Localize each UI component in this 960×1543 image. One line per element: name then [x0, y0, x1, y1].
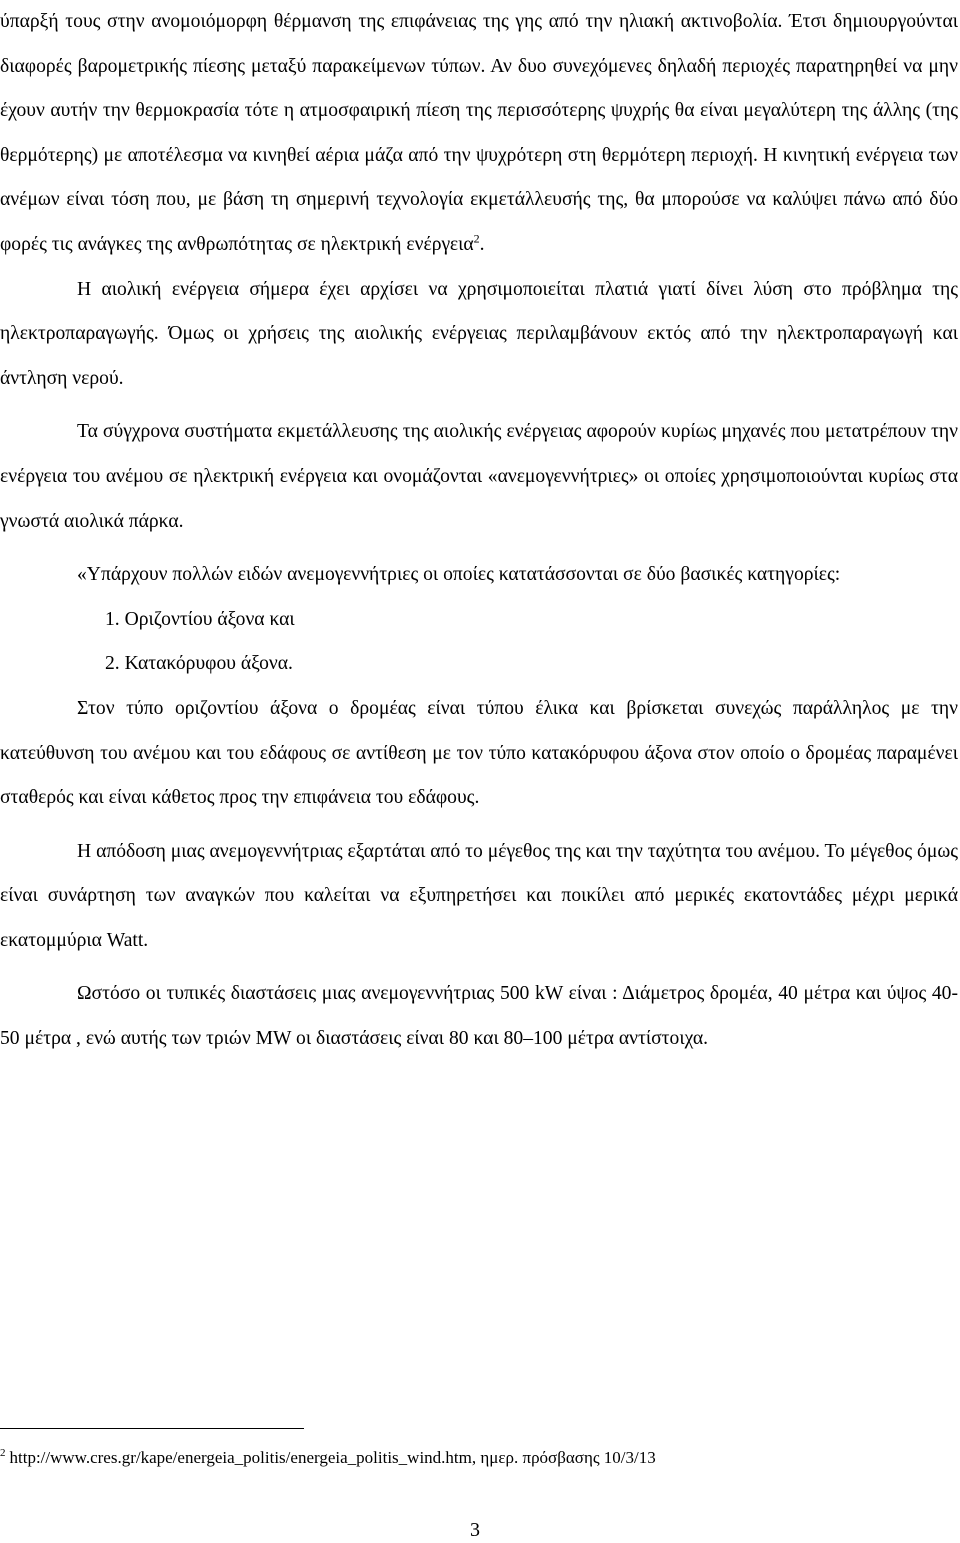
footnote-reference: 2	[473, 231, 480, 246]
paragraph-2: Η αιολική ενέργεια σήμερα έχει αρχίσει να χρησιμοποιείται πλατιά γιατί δίνει λύση στο πρόβλημα της ηλεκτροπαραγωγής. Όμως οι χρήσεις της αιολικής ενέργειας περιλαμβάνουν εκτός από την ηλεκτροπαραγωγή και άντληση νερού.	[0, 278, 958, 389]
paragraph-7: Ωστόσο οι τυπικές διαστάσεις μιας ανεμογεννήτριας 500 kW είναι : Διάμετρος δρομέα, 40 μέτρα και ύψος 40-50 μέτρα , ενώ αυτής των τριών MW οι διαστάσεις είναι 80 και 80–100 μέτρα αντίστοιχα.	[0, 983, 958, 1050]
footnote-separator	[0, 1428, 304, 1429]
paragraph-4: «Υπάρχουν πολλών ειδών ανεμογεννήτριες οι οποίες κατατάσσονται σε δύο βασικές κατηγορίες:	[77, 564, 841, 586]
footnote	[0, 1447, 656, 1469]
page-number: 3	[470, 1519, 480, 1541]
paragraph-1	[0, 0, 958, 268]
list-item-horizontal-axis: 1. Οριζοντίου άξονα και	[105, 608, 295, 630]
paragraph-1-text: ύπαρξή τους στην ανομοιόμορφη θέρμανση της επιφάνειας της γης από την ηλιακή ακτινοβολία. Έτσι δημιουργούνται διαφορές βαρομετρικής πίεσης μεταξύ παρακείμενων τύπων. Αν δυο συνεχόμενες δηλαδή περιοχές παρατηρηθεί να μην έχουν αυτήν την θερμοκρασία τότε η ατμοσφαιρική πίεση της περισσότερης ψυχρής θα είναι μεγαλύτερη της άλλης (της θερμότερης) με αποτέλεσμα να κινηθεί αέρια μάζα από την ψυχρότερη στη θερμότερη περιοχή. Η κινητική ενέργεια των ανέμων είναι τόση που, με βάση τη σημερινή τεχνολογία εκμετάλλευσής της, θα μπορούσε να καλύψει πάνω από δύο φορές τις ανάγκες της ανθρωπότητας σε ηλεκτρική ενέργεια	[0, 11, 958, 255]
footnote-text: http://www.cres.gr/kape/energeia_politis/energeia_politis_wind.htm, ημερ. πρόσβασης 10/3/13	[9, 1448, 656, 1467]
paragraph-3: Τα σύγχρονα συστήματα εκμετάλλευσης της αιολικής ενέργειας αφορούν κυρίως μηχανές που μετατρέπουν την ενέργεια του ανέμου σε ηλεκτρική ενέργεια και ονομάζονται «ανεμογεννήτριες» οι οποίες χρησιμοποιούνται κυρίως στα γνωστά αιολικά πάρκα.	[0, 421, 958, 532]
paragraph-1-end: .	[479, 233, 485, 255]
footnote-mark: 2	[0, 1447, 6, 1460]
paragraph-5: Στον τύπο οριζοντίου άξονα ο δρομέας είναι τύπου έλικα και βρίσκεται συνεχώς παράλληλος με την κατεύθυνση του ανέμου και του εδάφους σε αντίθεση με τον τύπο κατακόρυφου άξονα στον οποίο ο δρομέας παραμένει σταθερός και είναι κάθετος προς την επιφάνεια του εδάφους.	[0, 697, 958, 809]
paragraph-6: Η απόδοση μιας ανεμογεννήτριας εξαρτάται από το μέγεθος της και την ταχύτητα του ανέμου. Το μέγεθος όμως είναι συνάρτηση των αναγκών που καλείται να εξυπηρετήσει και ποικίλει από μερικές εκατοντάδες μέχρι μερικά εκατομμύρια Watt.	[0, 840, 958, 951]
list-item-vertical-axis: 2. Κατακόρυφου άξονα.	[105, 653, 293, 675]
